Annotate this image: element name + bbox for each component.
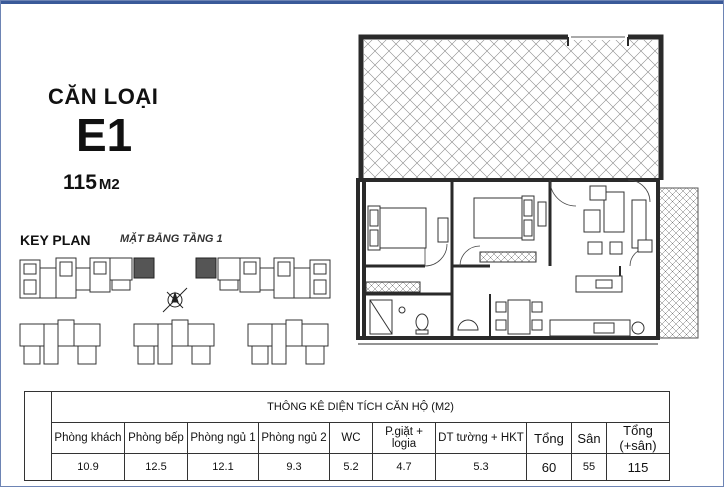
wc-fixtures	[370, 300, 478, 334]
kitchen-dining-furniture	[496, 300, 644, 336]
wardrobe-1	[366, 282, 420, 292]
unit-area-value: 115	[63, 171, 97, 194]
living-room-furniture	[576, 186, 652, 292]
key-plan-highlight-unit-right	[196, 258, 216, 278]
value-wall-area: 5.3	[436, 454, 527, 481]
compass-icon	[163, 288, 187, 312]
col-header-total: Tổng	[527, 423, 572, 454]
key-plan-building-bottom-center	[134, 320, 214, 364]
floor-plan-diagram	[340, 30, 710, 375]
side-balcony	[658, 188, 698, 338]
key-plan-label: KEY PLAN	[20, 232, 91, 248]
bed-2	[474, 198, 522, 238]
col-header-yard: Sân	[572, 423, 607, 454]
unit-code: E1	[76, 109, 133, 161]
key-plan-highlight-unit-left	[134, 258, 154, 278]
col-header-wall-area: DT tường + HKT	[436, 423, 527, 454]
key-plan-building-top-right	[218, 258, 330, 298]
key-plan-building-bottom-left	[20, 320, 100, 364]
unit-area	[63, 171, 120, 195]
col-header-bedroom-1: Phòng ngủ 1	[188, 423, 259, 454]
col-header-laundry-logia: P.giặt + logia	[373, 423, 436, 454]
kitchen-counter-bottom	[550, 320, 630, 336]
value-wc: 5.2	[330, 454, 373, 481]
value-bedroom-1: 12.1	[188, 454, 259, 481]
value-living-room: 10.9	[52, 454, 125, 481]
area-statistics-table	[24, 391, 670, 481]
table-title: THÔNG KÊ DIỆN TÍCH CĂN HỘ (M2)	[52, 392, 670, 423]
floor-label: MẶT BẰNG TẦNG 1	[120, 233, 223, 245]
sofa	[604, 192, 624, 232]
value-total-with-yard: 115	[607, 454, 670, 481]
key-plan-diagram	[0, 250, 340, 375]
value-total: 60	[527, 454, 572, 481]
key-plan-building-bottom-right	[248, 320, 328, 364]
value-laundry-logia: 4.7	[373, 454, 436, 481]
value-kitchen: 12.5	[125, 454, 188, 481]
unit-type-label: CĂN LOẠI	[48, 84, 159, 109]
value-yard: 55	[572, 454, 607, 481]
col-header-bedroom-2: Phòng ngủ 2	[259, 423, 330, 454]
table-values-row	[25, 454, 670, 481]
col-header-living-room: Phòng khách	[52, 423, 125, 454]
col-header-total-with-yard: Tổng (+sân)	[607, 423, 670, 454]
key-plan-building-top-left	[20, 258, 132, 298]
bedroom-1-furniture	[366, 206, 448, 292]
terrace-area	[361, 37, 661, 180]
dining-table	[508, 300, 530, 334]
col-header-wc: WC	[330, 423, 373, 454]
table-header-row	[25, 423, 670, 454]
bedroom-2-furniture	[474, 196, 546, 262]
wardrobe-2	[480, 252, 536, 262]
col-header-kitchen: Phòng bếp	[125, 423, 188, 454]
unit-area-unit: M2	[98, 176, 120, 193]
value-bedroom-2: 9.3	[259, 454, 330, 481]
bed-1	[380, 208, 426, 248]
table-corner-cell	[25, 392, 52, 481]
